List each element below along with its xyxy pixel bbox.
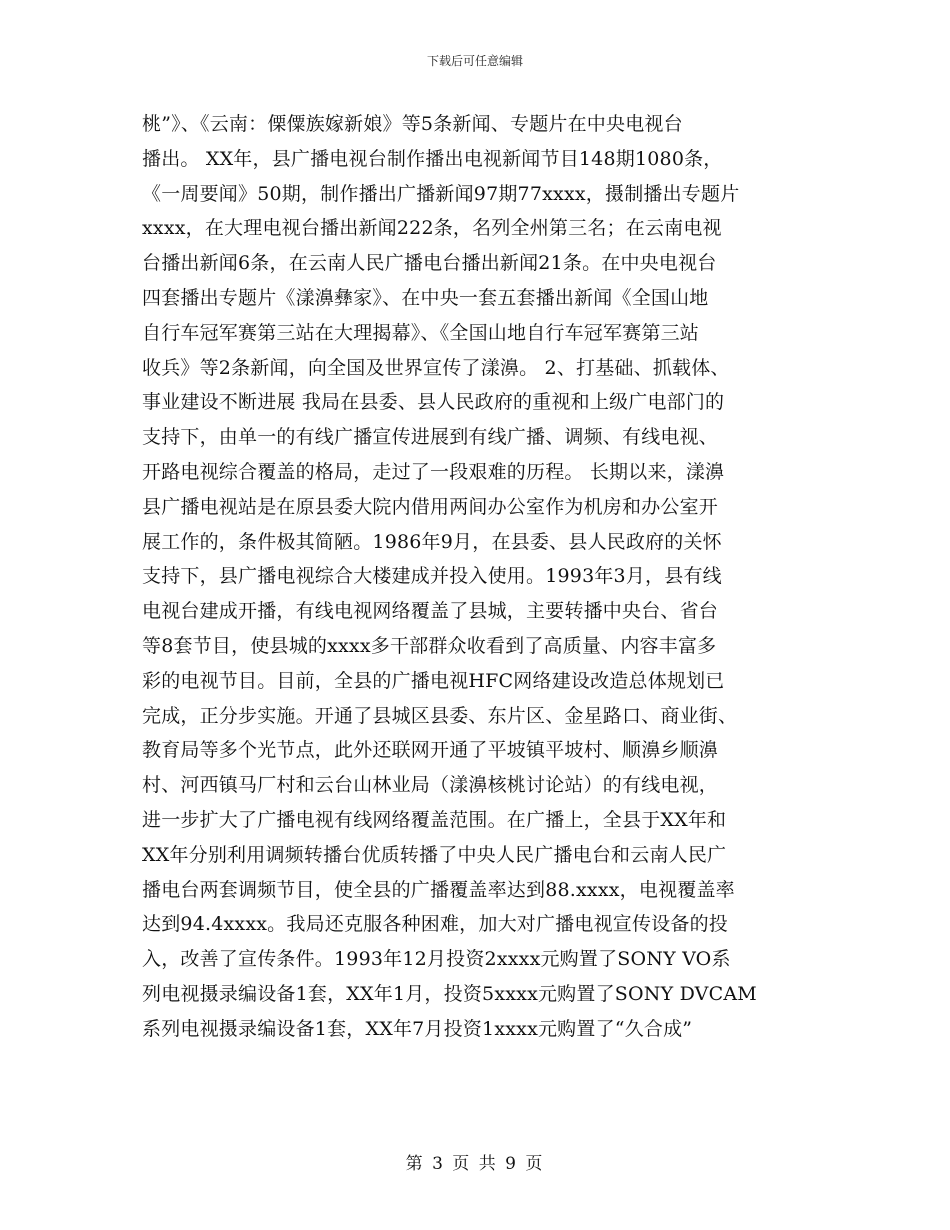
body-line: 支持下，由单一的有线广播宣传进展到有线广播、调频、有线电视、 [142, 426, 719, 449]
body-line: 收兵》等2条新闻，向全国及世界宣传了漾濞。 2、打基础、抓载体、 [142, 356, 730, 379]
body-line: 播电台两套调频节目，使全县的广播覆盖率达到88.xxxx，电视覆盖率 [142, 878, 735, 901]
body-line: 系列电视摄录编设备1套，XX年7月投资1xxxx元购置了“久合成” [142, 1017, 693, 1040]
body-line: 教育局等多个光节点，此外还联网开通了平坡镇平坡村、顺濞乡顺濞 [142, 739, 719, 762]
page-header: 下载后可任意编辑 [426, 54, 523, 68]
body-line: 村、河西镇马厂村和云台山林业局（漾濞核桃讨论站）的有线电视， [142, 774, 719, 797]
body-line: 四套播出专题片《漾濞彝家》、在中央一套五套播出新闻《全国山地 [142, 286, 709, 309]
body-line: 播出。 XX年，县广播电视台制作播出电视新闻节目148期1080条， [142, 147, 723, 170]
body-line: 开路电视综合覆盖的格局，走过了一段艰难的历程。 长期以来，漾濞 [142, 460, 725, 483]
body-line: 桃”》、《云南：傈僳族嫁新娘》等5条新闻、专题片在中央电视台 [142, 113, 683, 135]
body-line: 自行车冠军赛第三站在大理揭幕》、《全国山地自行车冠军赛第三站 [142, 321, 700, 344]
body-text [142, 107, 822, 1047]
body-line: 彩的电视节目。目前，全县的广播电视HFC网络建设改造总体规划已 [142, 669, 725, 692]
body-line: 入，改善了宣传条件。1993年12月投资2xxxx元购置了SONY VO系 [142, 948, 731, 971]
body-line: 台播出新闻6条，在云南人民广播电台播出新闻21条。在中央电视台 [142, 252, 717, 275]
body-line: 县广播电视站是在原县委大院内借用两间办公室作为机房和办公室开 [142, 495, 719, 518]
body-line: 支持下，县广播电视综合大楼建成并投入使用。1993年3月，县有线 [142, 565, 722, 588]
body-line: XX年分别利用调频转播台优质转播了中央人民广播电台和云南人民广 [142, 843, 727, 866]
body-line: 事业建设不断进展 我局在县委、县人民政府的重视和上级广电部门的 [142, 391, 725, 414]
body-line: 《一周要闻》50期，制作播出广播新闻97期77xxxx，摄制播出专题片 [142, 182, 740, 205]
body-line: 展工作的，条件极其简陋。1986年9月，在县委、县人民政府的关怀 [142, 530, 722, 553]
page-footer: 第 3 页 共 9 页 [405, 1154, 545, 1174]
body-line: 进一步扩大了广播电视有线网络覆盖范围。在广播上，全县于XX年和 [142, 808, 727, 831]
body-line: 完成，正分步实施。开通了县城区县委、东片区、金星路口、商业街、 [142, 704, 738, 727]
body-line: 等8套节目，使县城的xxxx多干部群众收看到了高质量、内容丰富多 [142, 634, 717, 657]
body-line: xxxx，在大理电视台播出新闻222条，名列全州第三名；在云南电视 [142, 217, 722, 240]
body-line: 列电视摄录编设备1套，XX年1月，投资5xxxx元购置了SONY DVCAM [142, 982, 757, 1005]
body-line: 电视台建成开播，有线电视网络覆盖了县城，主要转播中央台、省台 [142, 600, 719, 623]
body-line: 达到94.4xxxx。我局还克服各种困难，加大对广播电视宣传设备的投 [142, 913, 728, 936]
